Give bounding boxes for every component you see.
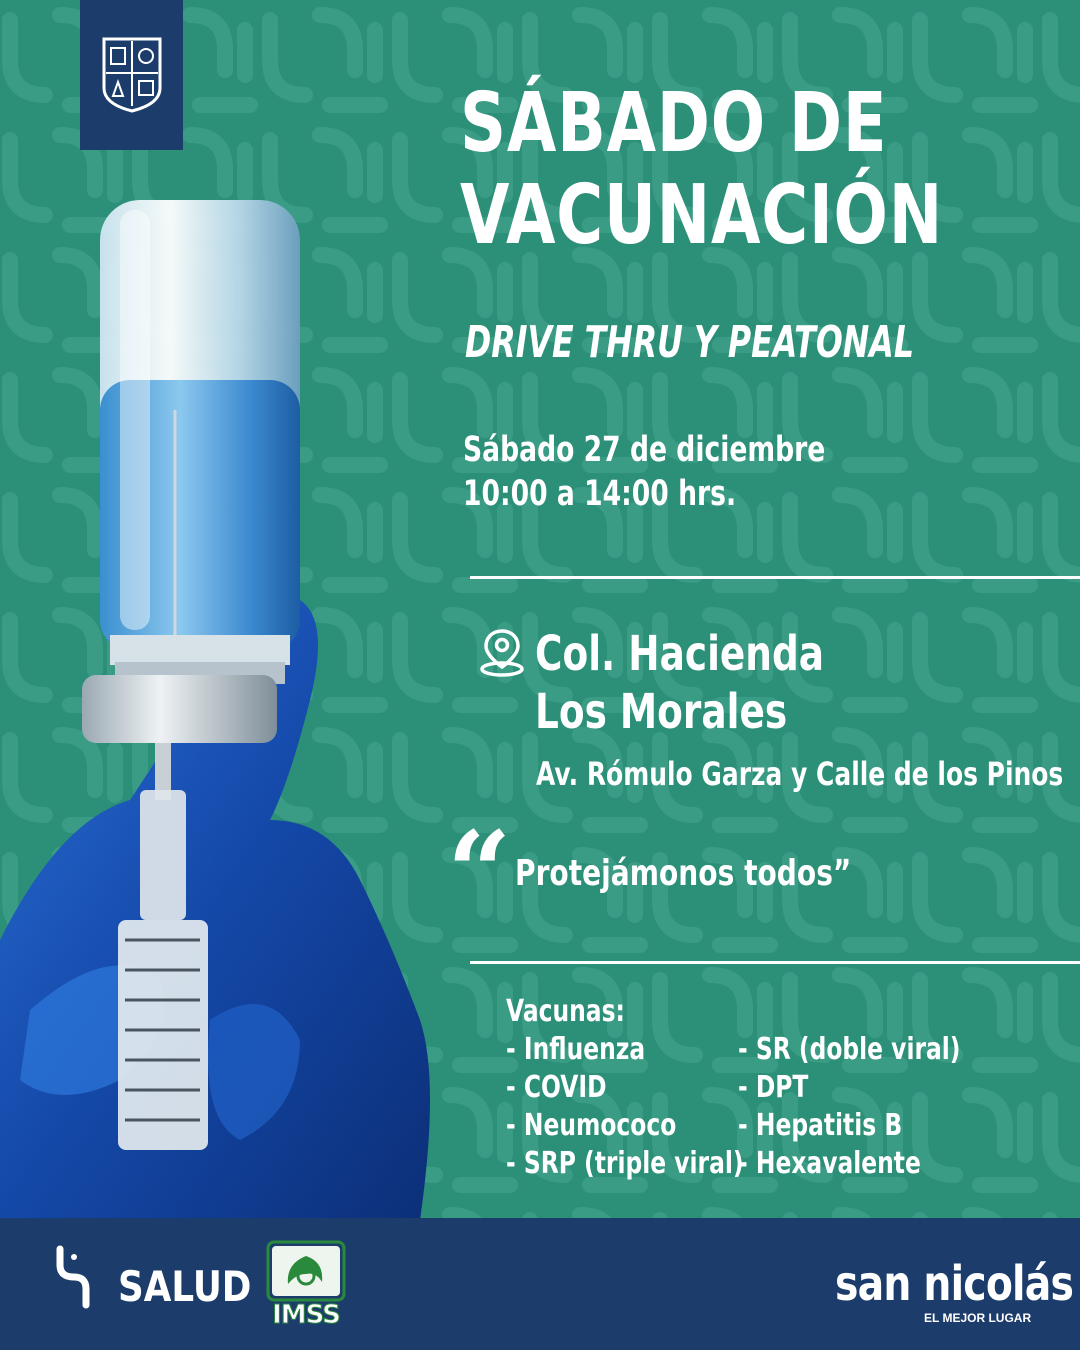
title-line-2: VACUNACIÓN	[460, 168, 944, 263]
event-date: Sábado 27 de diciembre	[463, 430, 826, 470]
divider	[470, 576, 1080, 579]
vaccines-column-2	[738, 1031, 961, 1183]
event-time: 10:00 a 14:00 hrs.	[463, 474, 737, 514]
vaccine-item: - Influenza	[506, 1032, 646, 1067]
vaccine-item: - COVID	[506, 1070, 607, 1105]
title-line-1: SÁBADO DE	[460, 76, 888, 171]
page-title	[460, 78, 943, 262]
colonia-line-1: Col. Hacienda	[535, 626, 825, 682]
divider	[470, 961, 1080, 964]
location-name	[535, 625, 824, 741]
vaccines-heading: Vacunas:	[506, 994, 625, 1029]
san-nicolas-tagline: EL MEJOR LUGAR	[924, 1311, 1032, 1325]
salud-logo-icon	[52, 1243, 100, 1313]
salud-label: SALUD	[118, 1262, 252, 1311]
shield-crest-icon	[101, 36, 163, 114]
vaccine-illustration	[0, 180, 440, 1220]
vaccine-item: - Neumococo	[506, 1108, 677, 1143]
street-address: Av. Rómulo Garza y Calle de los Pinos	[536, 755, 1064, 793]
vaccine-item: - SRP (triple viral)	[506, 1146, 744, 1181]
schedule	[463, 428, 825, 516]
imss-label: IMSS	[272, 1300, 340, 1330]
imss-eagle-icon	[266, 1240, 346, 1302]
san-nicolas-logo: san nicolás	[835, 1256, 1074, 1312]
location-pin-icon	[478, 627, 526, 677]
vaccine-item: - Hexavalente	[738, 1146, 921, 1181]
subtitle: DRIVE THRU Y PEATONAL	[465, 317, 915, 368]
municipal-crest-tab	[80, 0, 183, 150]
vaccine-item: - DPT	[738, 1070, 809, 1105]
vaccines-column-1	[506, 993, 744, 1183]
vaccine-item: - SR (doble viral)	[738, 1032, 961, 1067]
colonia-line-2: Los Morales	[535, 684, 788, 740]
slogan-quote: Protejámonos todos”	[515, 853, 852, 894]
vaccine-item: - Hepatitis B	[738, 1108, 903, 1143]
quote-mark: “	[447, 808, 512, 939]
